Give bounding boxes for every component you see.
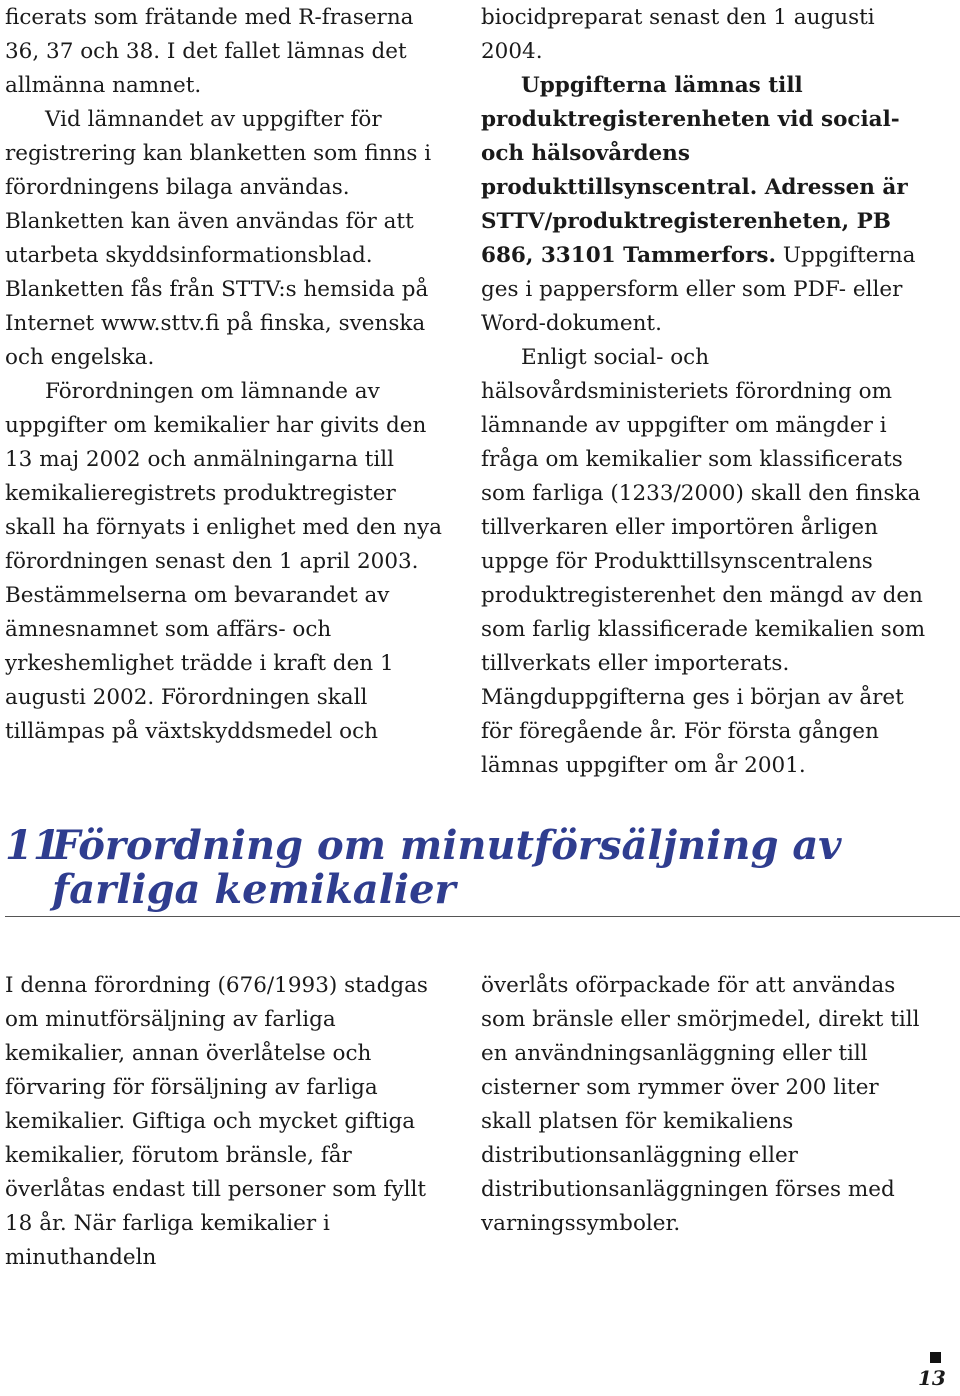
paragraph-continuation: ficerats som frätande med R-fraserna 36, 37 och 38. I det fallet lämnas det allmänna namnet. [5,5,414,98]
section-heading [5,824,935,912]
heading-divider [5,916,960,917]
bottom-left-column [5,969,450,1275]
address-rest-text: Uppgifterna ges i pappersform eller som PDF- eller Word-dokument. [481,243,916,336]
paragraph-biocid: biocidpreparat senast den 1 augusti 2004. [481,5,875,64]
section-title-line2: farliga kemikalier [52,866,456,913]
paragraph-mangduppgifter: Enligt social- och hälsovårdsministeriets förordning om lämnande av uppgifter om mängder i fråga om kemikalier som klassificerats som farliga (1233/2000) skall den finska tillverkaren eller importören årligen uppge för Produkttillsynscentralens produktregisterenhet den mängd av den som farlig klassificerade kemikalien som tillverkats eller importerats. Mängduppgifterna ges i början av året för föregående år. För första gången lämnas uppgifter om år 2001. [481,345,926,778]
paragraph-address [481,69,941,341]
address-bold-text: Uppgifterna lämnas till produktregisterenheten vid social- och hälsovårdens produkttillsynscentral. Adressen är STTV/produktregisterenheten, PB 686, 33101 Tammerfors. [481,73,908,268]
paragraph-blankett: Vid lämnandet av uppgifter för registrering kan blanketten som finns i förordningens bilaga användas. Blanketten kan även användas för att utarbeta skyddsinformationsblad. Blanketten fås från STTV:s hemsida på Internet www.sttv.fi på finska, svenska och engelska. [5,107,432,370]
paragraph-intro: I denna förordning (676/1993) stadgas om minutförsäljning av farliga kemikalier, annan överlåtelse och förvaring för försäljning av farliga kemikalier. Giftiga och mycket giftiga kemikalier, förutom bränsle, får överlåtas endast till personer som fyllt 18 år. När farliga kemikalier i minuthandeln [5,973,428,1270]
section-number: 11 [5,822,61,869]
paragraph-overlats: överlåts oförpackade för att användas som bränsle eller smörjmedel, direkt till en användningsanläggning eller till cisterner som rymmer över 200 liter skall platsen för kemikaliens distributionsanläggning eller distributionsanläggningen förses med varningssymboler. [481,973,920,1236]
top-right-column [481,1,941,783]
bottom-right-column [481,969,936,1241]
paragraph-forordning: Förordningen om lämnande av uppgifter om kemikalier har givits den 13 maj 2002 och anmälningarna till kemikalieregistrets produktregister skall ha förnyats i enlighet med den nya förordningen senast den 1 april 2003. Bestämmelserna om bevarandet av ämnesnamnet som affärs- och yrkeshemlighet trädde i kraft den 1 augusti 2002. Förordningen skall tillämpas på växtskyddsmedel och [5,379,442,744]
top-left-column [5,1,445,749]
page-number: 13 [918,1366,946,1390]
end-of-section-square-icon [930,1352,941,1363]
section-title-line1: Förordning om minutförsäljning av [52,822,842,869]
